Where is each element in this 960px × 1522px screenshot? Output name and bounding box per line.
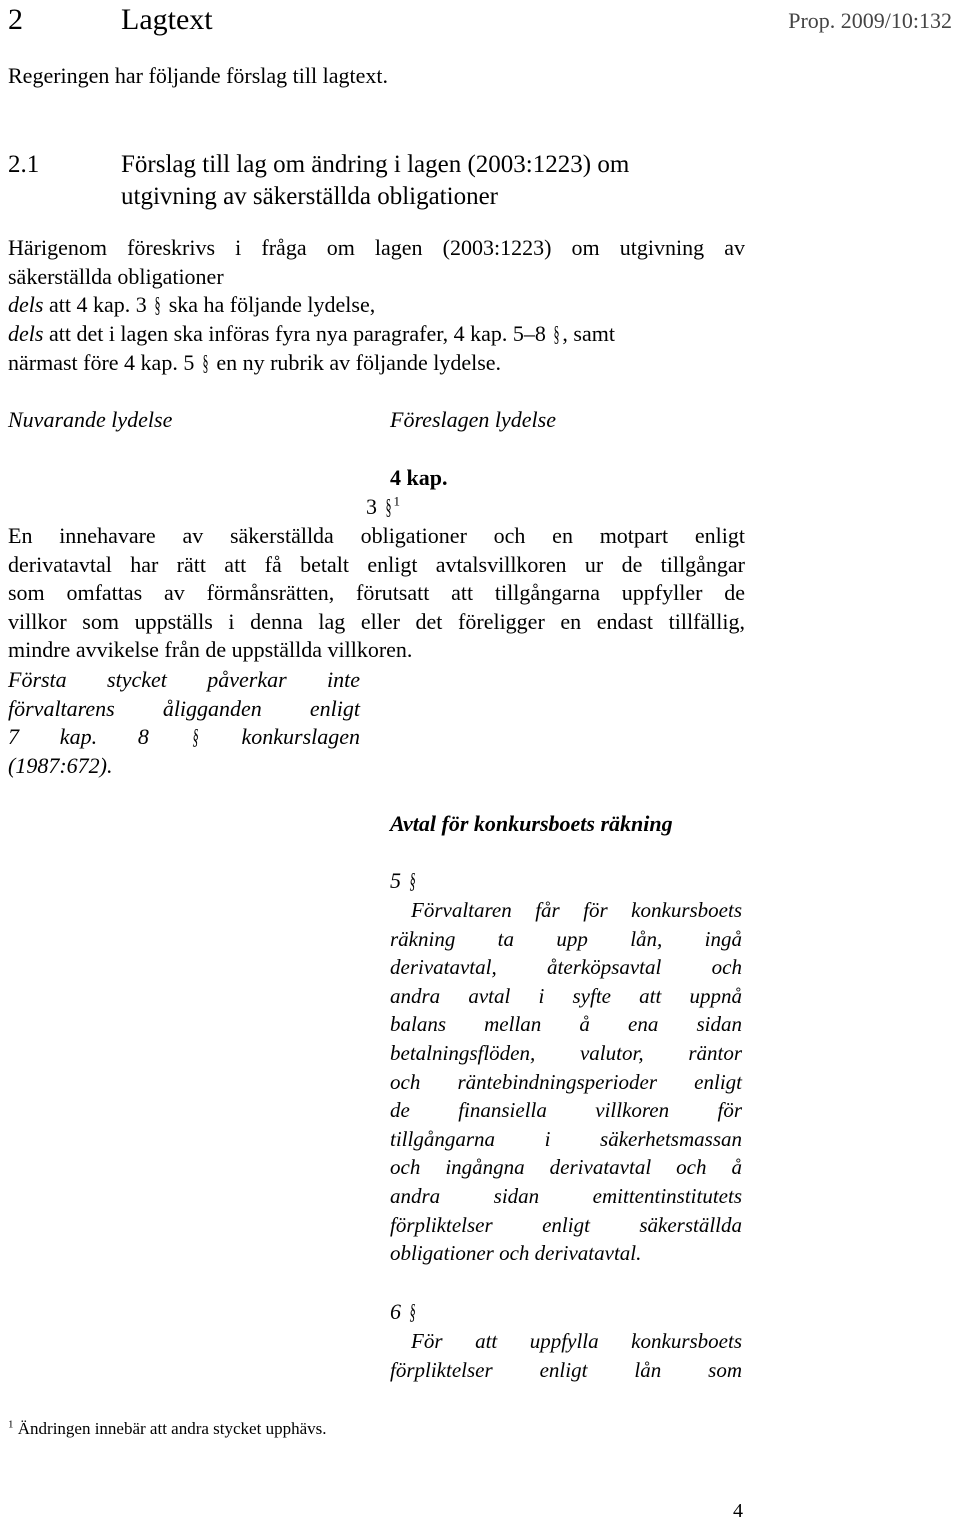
dels-word: dels [8,292,44,317]
section-title-line1: Förslag till lag om ändring i lagen (2003:1223) om [121,151,630,178]
section-sign: § [408,868,416,893]
left-column-header: Nuvarande lydelse [8,407,173,432]
section-sign: § [202,350,209,375]
current-text-line3: 7 kap. 8 § konkurslagen [8,723,360,752]
section-number: 2.1 [8,151,40,178]
preamble-line1: Härigenom föreskrivs i fråga om lagen (2003:1223) om utgivning av [8,235,745,260]
section-sign: § [192,724,199,750]
chapter-reference: 4 kap. [390,465,448,490]
current-text: Första stycket påverkar inte förvaltarens åligganden enligt 7 kap. 8 § konkurslagen (1987:672). [8,667,361,778]
section-sign: § [154,292,161,317]
new-rubric-heading: Avtal för konkursboets räkning [390,811,673,836]
paragraph-5-heading: 5 § [390,867,418,896]
paragraph-5-text: Förvaltaren får för konkursboets räkning ta upp lån, ingå derivatavtal, återköpsavtal och andra avtal i syfte att uppnå balans mellan å ena sidan betalningsflöden, valutor, räntor och räntebindningsperioder enligt de finansiella villkoren för tillgångarna i säkerhetsmassan och ingångna derivatavtal och å andra sidan emittentinstitutets förpliktelser enligt säkerställda obligationer och derivatavtal. [390,898,742,1266]
page-number: 4 [733,1500,743,1522]
section-sign: § [408,1299,416,1324]
paragraph-3-heading: 3 § $^1$ [366,493,400,522]
chapter-number: 2 [8,3,23,36]
intro-text: Regeringen har följande förslag till lagtext. [8,63,388,88]
section-sign: § [384,494,392,519]
preamble-dels1: dels att 4 kap. 3 § ska ha följande lydelse, [8,291,375,320]
preamble-line2: säkerställda obligationer [8,264,224,289]
prop-reference: Prop. 2009/10:132 [788,8,952,33]
paragraph-6-text: För att uppfylla konkursboets förpliktelser enligt lån som [390,1329,742,1382]
section-sign: § [553,321,560,346]
footnote-text: Ändringen innebär att andra stycket upphävs. [17,1419,327,1438]
footnote-number: 1 [8,1418,14,1431]
paragraph-6-heading: 6 § [390,1298,418,1327]
footnote-marker: 1 [393,493,400,509]
preamble-line6: närmast före 4 kap. 5 § en ny rubrik av följande lydelse. [8,349,501,378]
dels-word: dels [8,321,44,346]
paragraph-3-text: En innehavare av säkerställda obligationer och en motpart enligt derivatavtal har rätt att få betalt enligt avtalsvillkoren ur de tillgångar som omfattas av förmånsrätten, förutsatt att tillgångarna uppfyller de villkor som uppställs i denna lag eller det föreligger en endast tillfällig, mindre avvikelse från de uppställda villkoren. [8,523,745,663]
footnote [8,1418,327,1440]
right-column-header: Föreslagen lydelse [390,407,556,432]
section-title-line2: utgivning av säkerställda obligationer [121,183,498,210]
chapter-title: Lagtext [121,3,213,36]
preamble-dels2: dels att det i lagen ska införas fyra nya paragrafer, 4 kap. 5–8 § , samt [8,320,615,349]
